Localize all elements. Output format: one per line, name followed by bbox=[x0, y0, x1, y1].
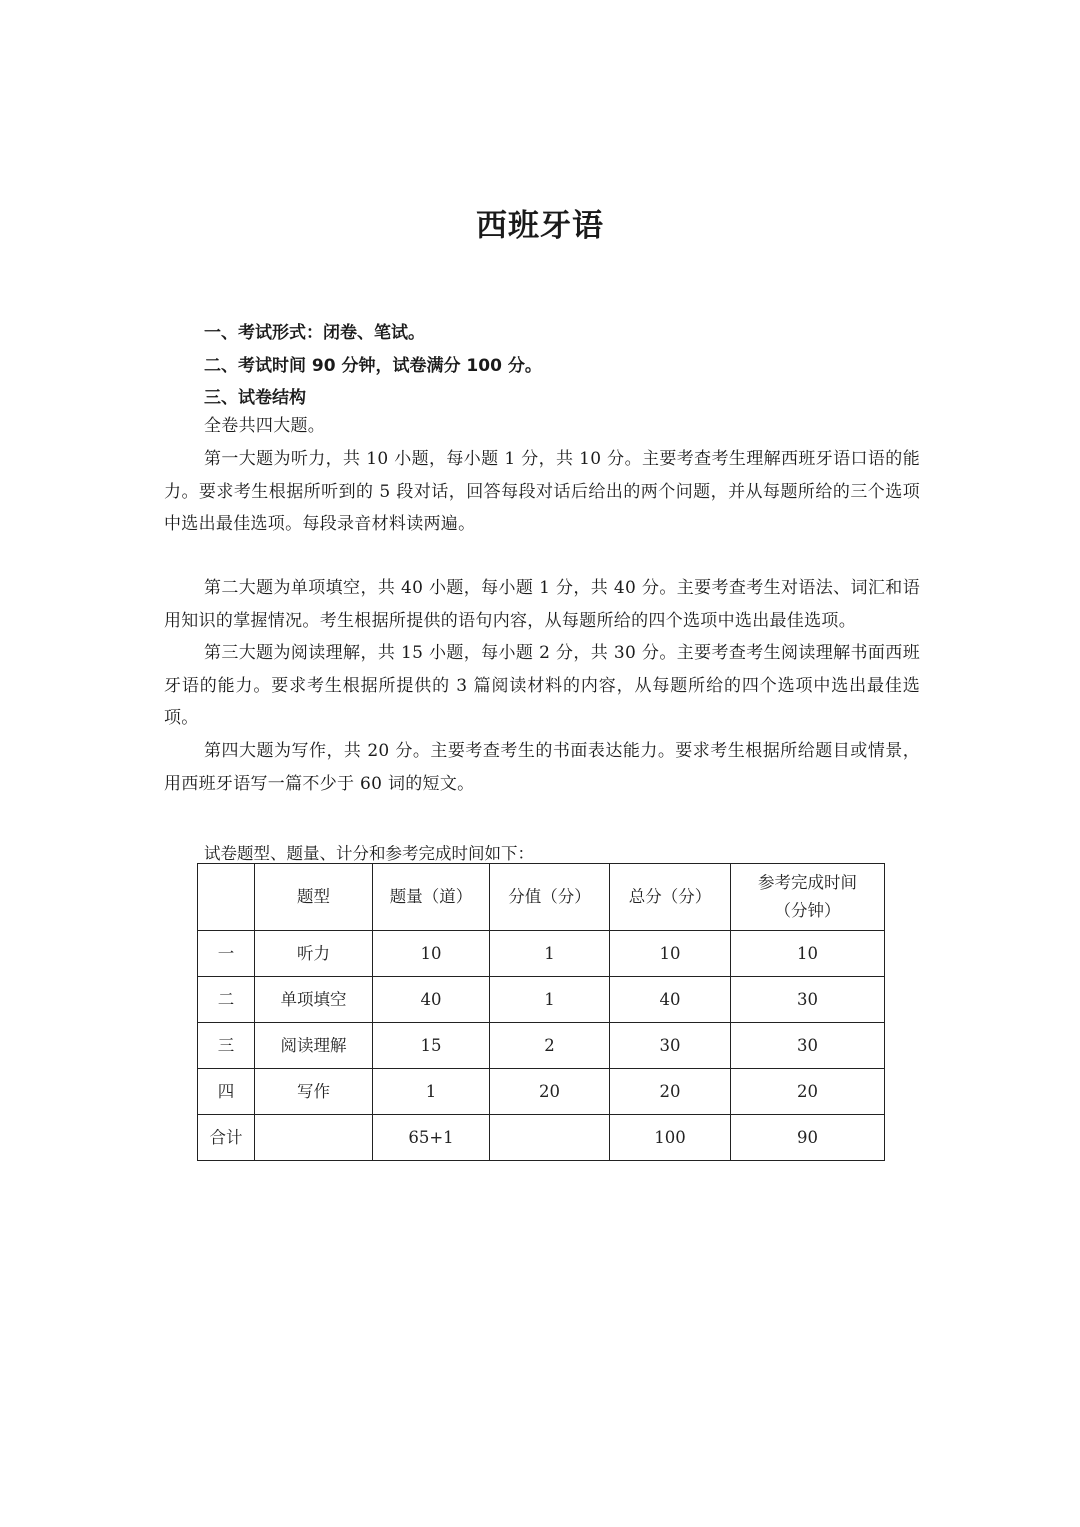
table-row bbox=[198, 1023, 885, 1069]
table-cell: 10 bbox=[731, 931, 885, 977]
table-cell: 15 bbox=[373, 1023, 490, 1069]
table-caption: 试卷题型、题量、计分和参考完成时间如下： bbox=[204, 844, 534, 863]
table-cell: 二 bbox=[198, 977, 255, 1023]
table-cell: 30 bbox=[731, 977, 885, 1023]
table-cell: 40 bbox=[610, 977, 731, 1023]
table-header-row bbox=[198, 864, 885, 931]
table-row bbox=[198, 931, 885, 977]
table-cell: 65+1 bbox=[373, 1115, 490, 1161]
section-paper-structure: 三、试卷结构 bbox=[204, 388, 306, 408]
table-cell: 40 bbox=[373, 977, 490, 1023]
table-cell: 阅读理解 bbox=[255, 1023, 373, 1069]
table-cell bbox=[490, 1115, 610, 1161]
table-cell: 90 bbox=[731, 1115, 885, 1161]
table-cell: 写作 bbox=[255, 1069, 373, 1115]
table-cell: 四 bbox=[198, 1069, 255, 1115]
table-cell: 2 bbox=[490, 1023, 610, 1069]
header-cell-index bbox=[198, 864, 255, 931]
table-row-total bbox=[198, 1115, 885, 1161]
table-cell: 1 bbox=[373, 1069, 490, 1115]
table-cell: 三 bbox=[198, 1023, 255, 1069]
table-cell: 100 bbox=[610, 1115, 731, 1161]
table-cell bbox=[255, 1115, 373, 1161]
table-cell: 1 bbox=[490, 931, 610, 977]
table-cell: 单项填空 bbox=[255, 977, 373, 1023]
table-cell: 30 bbox=[731, 1023, 885, 1069]
header-cell-count: 题量（道） bbox=[373, 864, 490, 931]
table-cell: 1 bbox=[490, 977, 610, 1023]
table-cell: 20 bbox=[731, 1069, 885, 1115]
table-cell: 20 bbox=[610, 1069, 731, 1115]
table-cell: 合计 bbox=[198, 1115, 255, 1161]
section-exam-format: 一、考试形式：闭卷、笔试。 bbox=[204, 323, 425, 343]
document-title: 西班牙语 bbox=[476, 208, 604, 244]
header-cell-points-each: 分值（分） bbox=[490, 864, 610, 931]
paragraph-part-listening: 第一大题为听力，共 10 小题，每小题 1 分，共 10 分。主要考查考生理解西班牙语口语的能力。要求考生根据所听到的 5 段对话，回答每段对话后给出的两个问题，并从每题所给的三个选项中选出最佳选项。每段录音材料读两遍。 bbox=[164, 449, 920, 534]
header-time-line2: （分钟） bbox=[774, 901, 841, 920]
table-cell: 10 bbox=[610, 931, 731, 977]
header-cell-time bbox=[731, 864, 885, 931]
paragraph-overview: 全卷共四大题。 bbox=[204, 416, 326, 436]
section-exam-time: 二、考试时间 90 分钟，试卷满分 100 分。 bbox=[204, 356, 542, 376]
paragraph-part-writing: 第四大题为写作，共 20 分。主要考查考生的书面表达能力。要求考生根据所给题目或情景，用西班牙语写一篇不少于 60 词的短文。 bbox=[164, 741, 920, 794]
table-cell: 30 bbox=[610, 1023, 731, 1069]
table-cell: 一 bbox=[198, 931, 255, 977]
table-cell: 20 bbox=[490, 1069, 610, 1115]
paragraph-part-reading: 第三大题为阅读理解，共 15 小题，每小题 2 分，共 30 分。主要考查考生阅读理解书面西班牙语的能力。要求考生根据所提供的 3 篇阅读材料的内容，从每题所给的四个选项中选出最佳选项。 bbox=[164, 643, 920, 728]
table-row bbox=[198, 977, 885, 1023]
exam-structure-table bbox=[197, 863, 885, 1161]
header-cell-total-points: 总分（分） bbox=[610, 864, 731, 931]
table-cell: 听力 bbox=[255, 931, 373, 977]
table-cell: 10 bbox=[373, 931, 490, 977]
header-time-line1: 参考完成时间 bbox=[758, 873, 857, 892]
header-cell-type: 题型 bbox=[255, 864, 373, 931]
table-row bbox=[198, 1069, 885, 1115]
paragraph-part-fill-blank: 第二大题为单项填空，共 40 小题，每小题 1 分，共 40 分。主要考查考生对语法、词汇和语用知识的掌握情况。考生根据所提供的语句内容，从每题所给的四个选项中选出最佳选项。 bbox=[164, 578, 920, 631]
